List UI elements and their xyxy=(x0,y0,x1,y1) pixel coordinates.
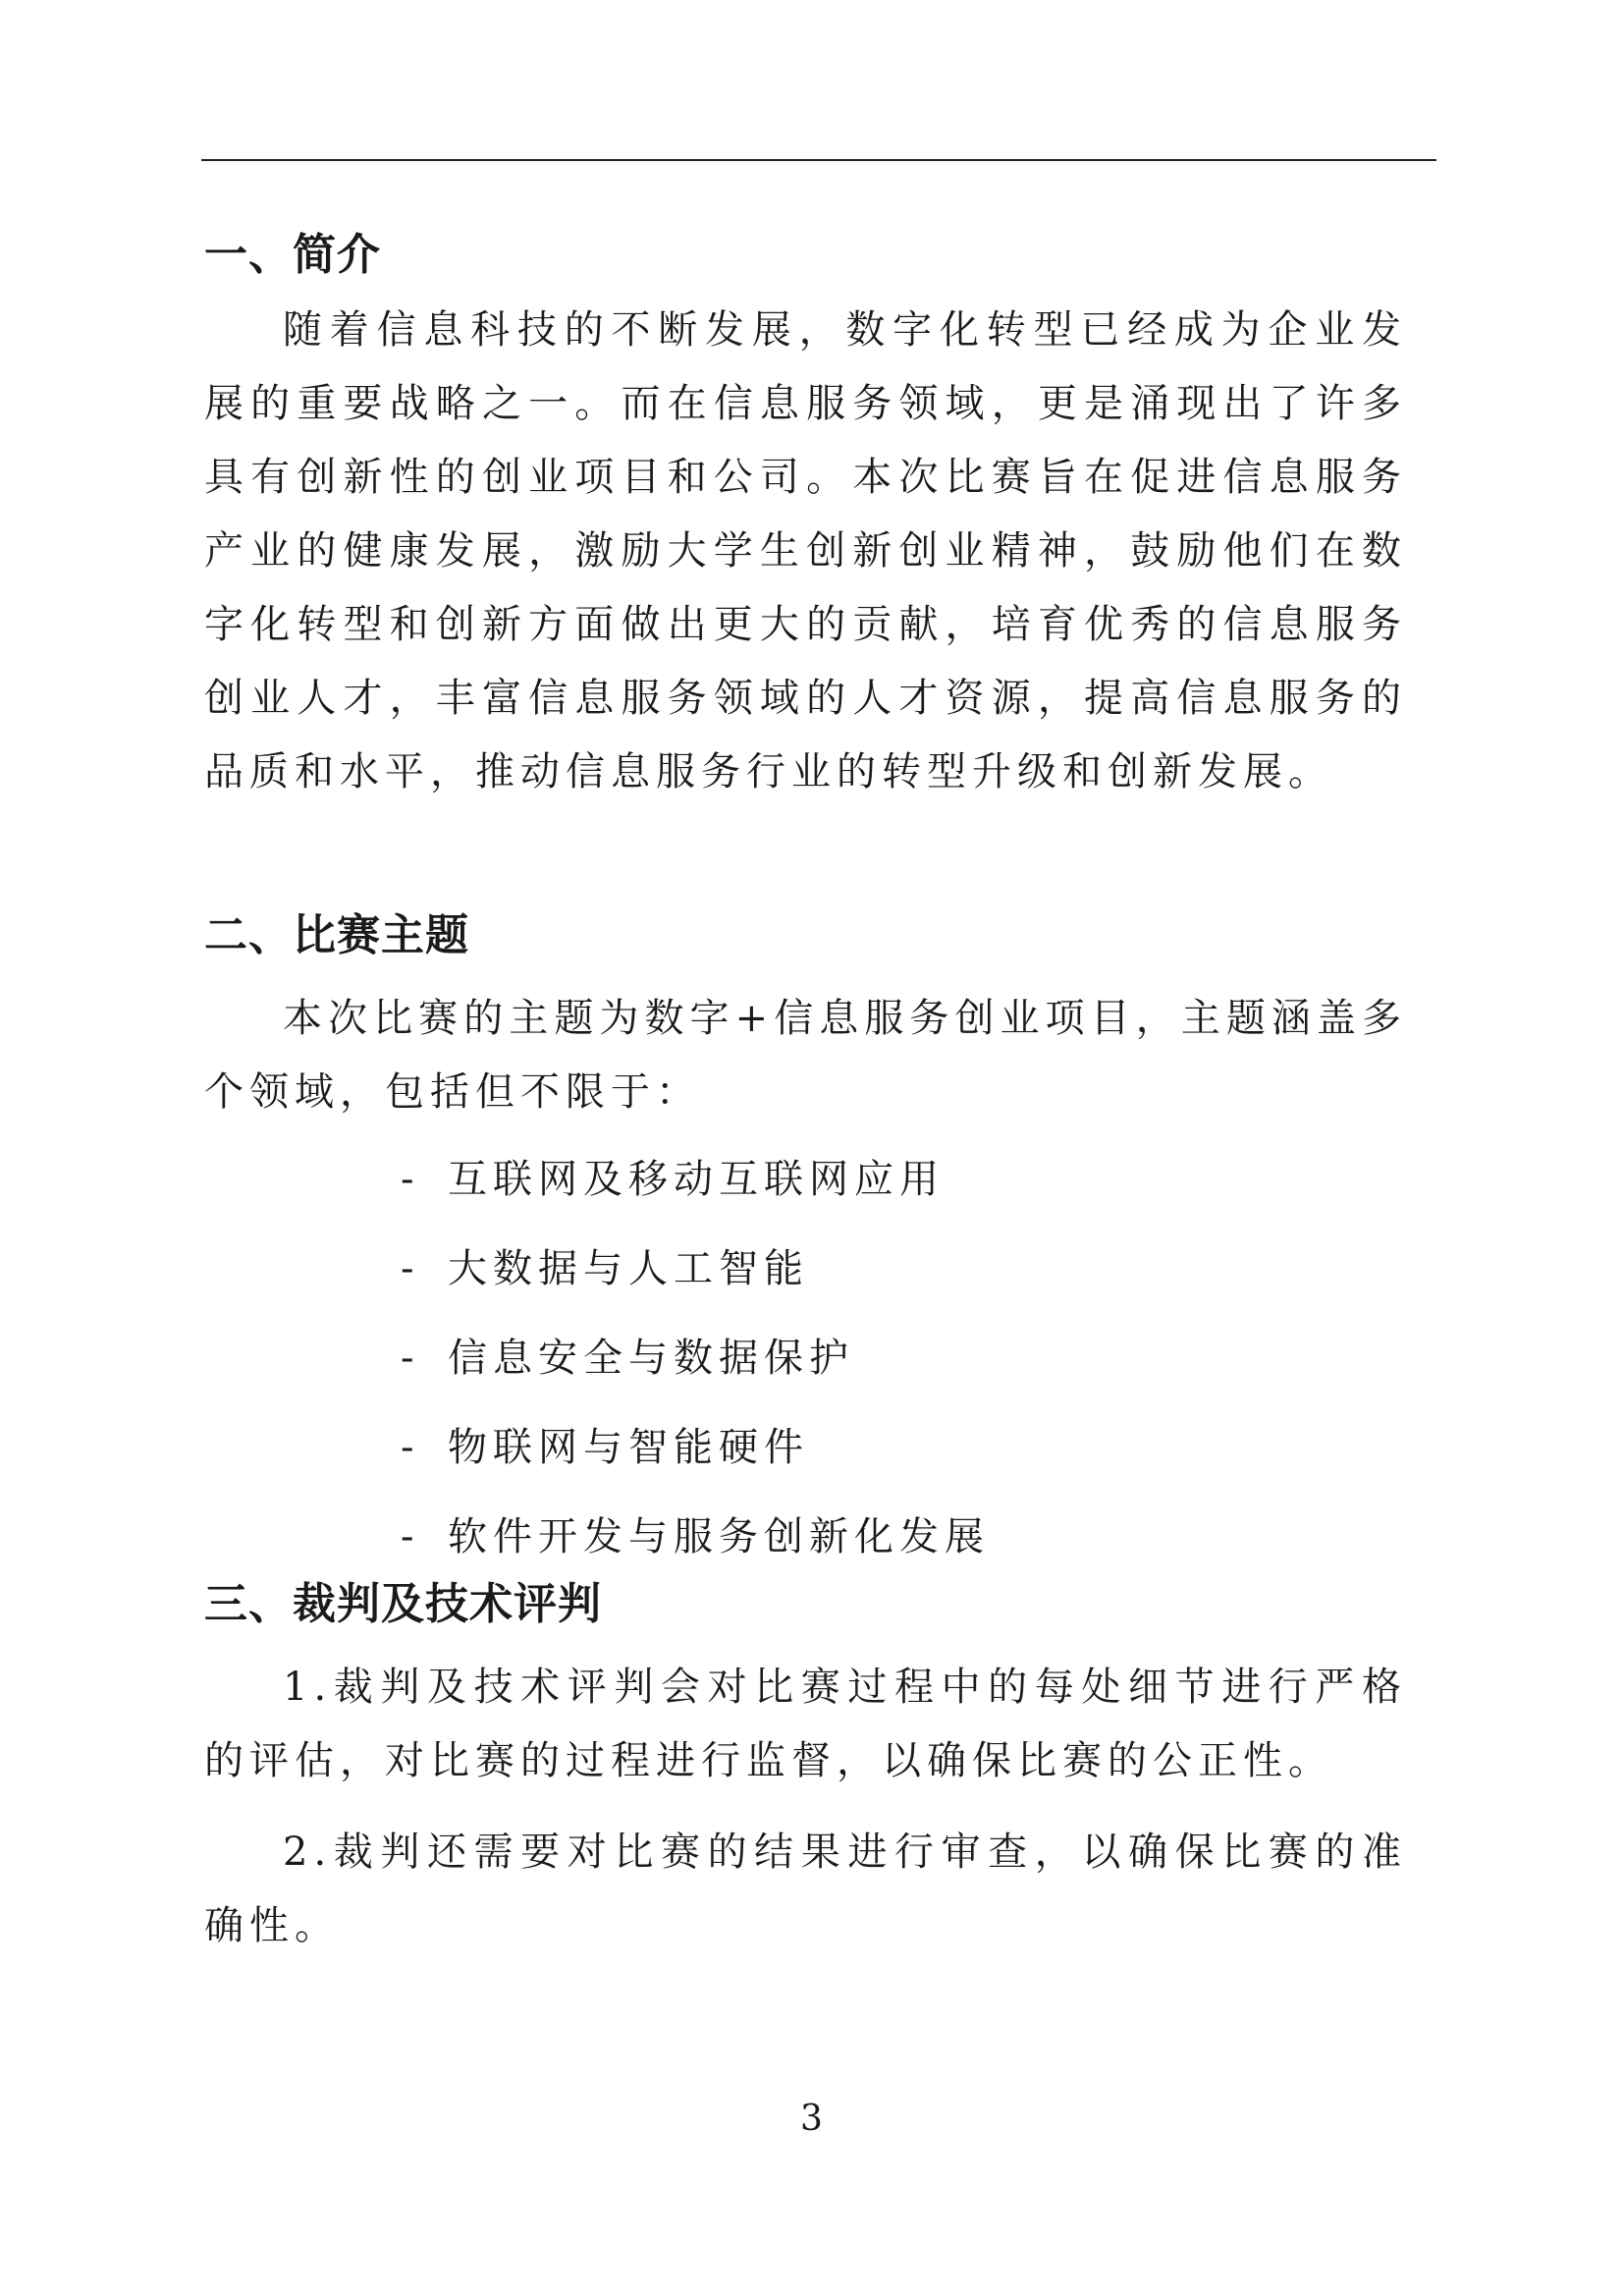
list-marker: - xyxy=(401,1335,420,1381)
judging-paragraph-2: 2.裁判还需要对比赛的结果进行审查，以确保比赛的准确性。 xyxy=(204,1830,1407,1948)
list-item xyxy=(204,1402,1407,1492)
list-item xyxy=(204,1134,1407,1224)
list-marker: - xyxy=(401,1424,420,1470)
list-marker: - xyxy=(401,1156,420,1202)
list-item-text: 互联网及移动互联网应用 xyxy=(448,1156,945,1202)
header-rule xyxy=(201,159,1436,161)
list-item-text: 大数据与人工智能 xyxy=(448,1245,809,1291)
document-body xyxy=(204,226,1407,1963)
list-item-text: 信息安全与数据保护 xyxy=(448,1335,854,1381)
list-marker: - xyxy=(401,1513,420,1559)
section-heading-judging: 三、裁判及技术评判 xyxy=(204,1579,602,1629)
list-marker: - xyxy=(401,1245,420,1291)
list-item xyxy=(204,1224,1407,1313)
page-number: 3 xyxy=(800,2099,823,2139)
list-item xyxy=(204,1313,1407,1402)
list-item xyxy=(204,1492,1407,1581)
section-heading-theme: 二、比赛主题 xyxy=(204,910,469,960)
list-item-text: 物联网与智能硬件 xyxy=(448,1424,809,1470)
theme-paragraph: 本次比赛的主题为数字+信息服务创业项目，主题涵盖多个领域，包括但不限于： xyxy=(204,996,1407,1115)
judging-paragraph-1: 1.裁判及技术评判会对比赛过程中的每处细节进行严格的评估，对比赛的过程进行监督，以确保比赛的公正性。 xyxy=(204,1665,1407,1783)
intro-paragraph: 随着信息科技的不断发展，数字化转型已经成为企业发展的重要战略之一。而在信息服务领域，更是涌现出了许多具有创新性的创业项目和公司。本次比赛旨在促进信息服务产业的健康发展，激励大学生创新创业精神，鼓励他们在数字化转型和创新方面做出更大的贡献，培育优秀的信息服务创业人才，丰富信息服务领域的人才资源，提高信息服务的品质和水平，推动信息服务行业的转型升级和创新发展。 xyxy=(204,307,1407,794)
section-heading-intro: 一、简介 xyxy=(204,230,381,280)
list-item-text: 软件开发与服务创新化发展 xyxy=(448,1513,990,1559)
theme-list xyxy=(204,1134,1407,1581)
